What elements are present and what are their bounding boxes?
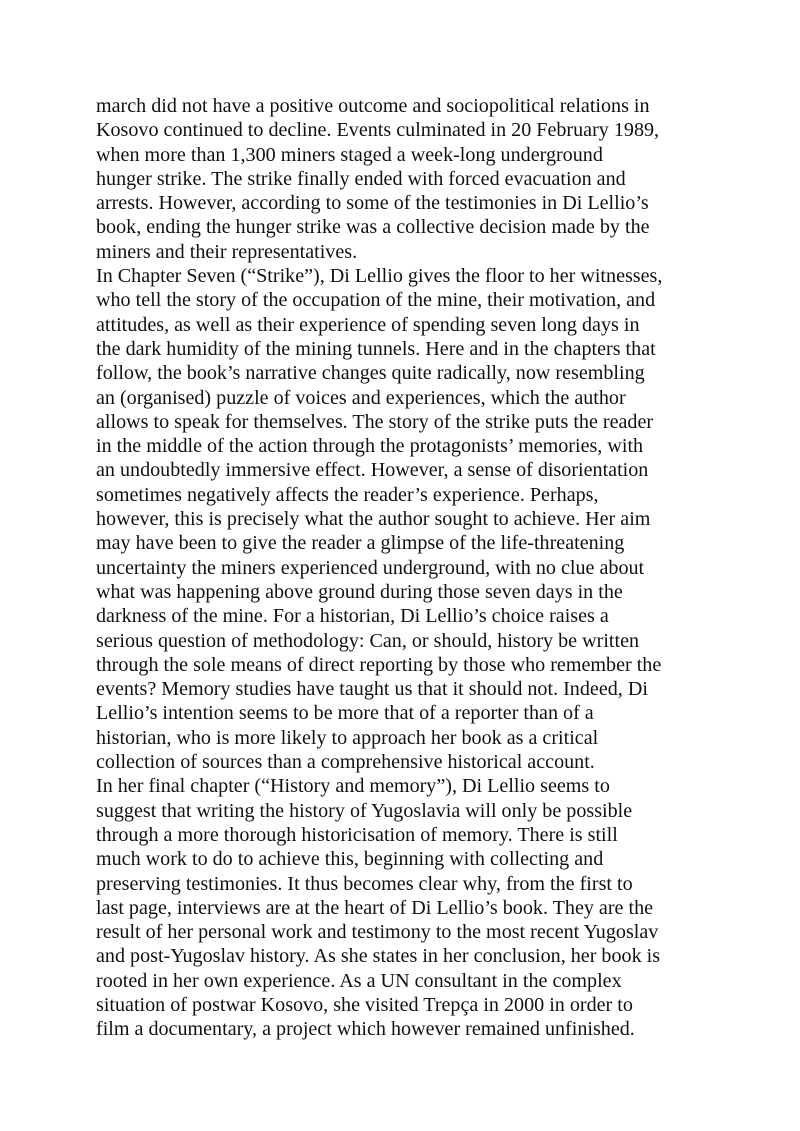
text-line: In Chapter Seven (“Strike”), Di Lellio gives the floor to her witnesses, bbox=[96, 265, 663, 288]
document-page bbox=[96, 94, 716, 1042]
text-line: and post-Yugoslav history. As she states in her conclusion, her book is bbox=[96, 945, 661, 968]
text-line: situation of postwar Kosovo, she visited Trepça in 2000 in order to bbox=[96, 993, 633, 1016]
text-line: preserving testimonies. It thus becomes clear why, from the first to bbox=[96, 872, 633, 895]
text-line: may have been to give the reader a glimpse of the life-threatening bbox=[96, 532, 625, 555]
text-line: an (organised) puzzle of voices and experiences, which the author bbox=[96, 386, 626, 409]
text-line: arrests. However, according to some of the testimonies in Di Lellio’s bbox=[96, 192, 649, 215]
text-line: collection of sources than a comprehensive historical account. bbox=[96, 751, 595, 774]
text-line: through the sole means of direct reporting by those who remember the bbox=[96, 653, 662, 676]
paragraph-chapter-seven bbox=[96, 264, 716, 774]
text-line: in the middle of the action through the protagonists’ memories, with bbox=[96, 435, 644, 458]
text-line: uncertainty the miners experienced underground, with no clue about bbox=[96, 556, 645, 579]
text-line: serious question of methodology: Can, or should, history be written bbox=[96, 629, 640, 652]
text-line: historian, who is more likely to approach her book as a critical bbox=[96, 726, 599, 749]
text-line: last page, interviews are at the heart of Di Lellio’s book. They are the bbox=[96, 896, 654, 919]
text-line: In her final chapter (“History and memory”), Di Lellio seems to bbox=[96, 775, 610, 798]
text-line: follow, the book’s narrative changes quite radically, now resembling bbox=[96, 362, 645, 385]
text-line: through a more thorough historicisation of memory. There is still bbox=[96, 823, 618, 846]
text-line: result of her personal work and testimony to the most recent Yugoslav bbox=[96, 921, 659, 944]
paragraph-final-chapter bbox=[96, 774, 716, 1041]
text-line: the dark humidity of the mining tunnels. Here and in the chapters that bbox=[96, 337, 656, 360]
text-line: much work to do to achieve this, beginning with collecting and bbox=[96, 848, 604, 871]
text-line: march did not have a positive outcome and sociopolitical relations in bbox=[96, 95, 650, 117]
text-line: Lellio’s intention seems to be more that of a reporter than of a bbox=[96, 702, 594, 725]
text-line: what was happening above ground during those seven days in the bbox=[96, 580, 623, 603]
text-line: however, this is precisely what the author sought to achieve. Her aim bbox=[96, 508, 651, 531]
text-line: darkness of the mine. For a historian, Di Lellio’s choice raises a bbox=[96, 605, 609, 628]
text-line: rooted in her own experience. As a UN consultant in the complex bbox=[96, 969, 622, 992]
text-line: allows to speak for themselves. The story of the strike puts the reader bbox=[96, 410, 654, 433]
text-line: book, ending the hunger strike was a collective decision made by the bbox=[96, 216, 650, 239]
text-line: who tell the story of the occupation of the mine, their motivation, and bbox=[96, 289, 656, 312]
text-line: Kosovo continued to decline. Events culminated in 20 February 1989, bbox=[96, 119, 660, 142]
text-line: attitudes, as well as their experience of spending seven long days in bbox=[96, 313, 640, 336]
text-line: film a documentary, a project which however remained unfinished. bbox=[96, 1018, 635, 1041]
text-line: when more than 1,300 miners staged a week-long underground bbox=[96, 143, 603, 166]
text-line: events? Memory studies have taught us that it should not. Indeed, Di bbox=[96, 678, 648, 701]
text-line: an undoubtedly immersive effect. However, a sense of disorientation bbox=[96, 459, 649, 482]
text-line: miners and their representatives. bbox=[96, 240, 358, 263]
text-line: hunger strike. The strike finally ended with forced evacuation and bbox=[96, 167, 626, 190]
paragraph-strike-outcome bbox=[96, 94, 716, 264]
text-line: sometimes negatively affects the reader’s experience. Perhaps, bbox=[96, 483, 599, 506]
text-line: suggest that writing the history of Yugoslavia will only be possible bbox=[96, 799, 633, 822]
